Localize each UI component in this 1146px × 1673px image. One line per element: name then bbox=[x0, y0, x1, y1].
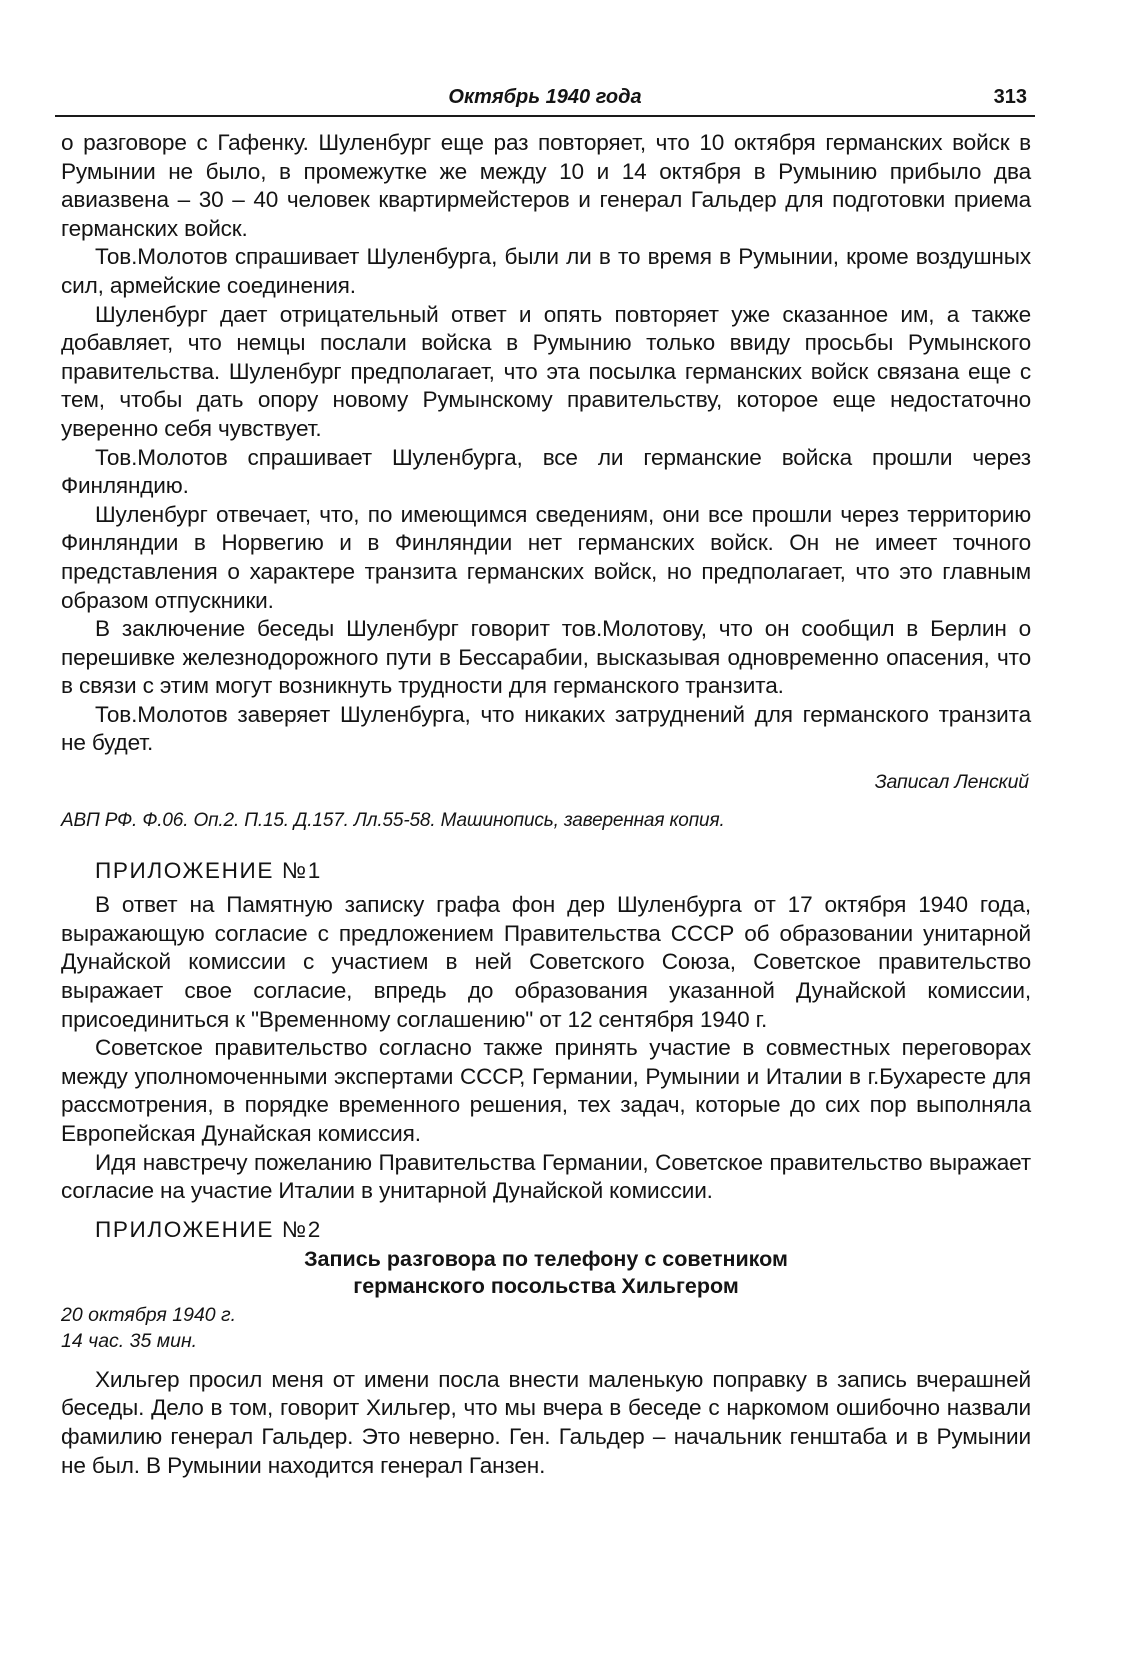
paragraph: Тов.Молотов спрашивает Шуленбурга, все ли германские войска прошли через Финляндию. bbox=[61, 444, 1031, 499]
paragraph: Тов.Молотов заверяет Шуленбурга, что никаких затруднений для германского транзита не будет. bbox=[61, 701, 1031, 756]
conversation-time: 14 час. 35 мин. bbox=[61, 1329, 198, 1352]
archive-source: АВП РФ. Ф.06. Оп.2. П.15. Д.157. Лл.55-58. Машинопись, заверенная копия. bbox=[61, 809, 725, 831]
conversation-heading-line-1: Запись разговора по телефону с советником bbox=[304, 1246, 788, 1271]
document-body bbox=[55, 129, 1035, 1480]
paragraph: Шуленбург дает отрицательный ответ и опять повторяет уже сказанное им, а также добавляет, что немцы послали войска в Румынию только ввиду просьбы Румынского правительства. Шуленбург предполагает, что эта посылка германских войск связана еще с тем, чтобы дать опору новому Румынскому правительству, которое еще недостаточно уверенно себя чувствует. bbox=[61, 301, 1031, 441]
paragraph: В заключение беседы Шуленбург говорит тов.Молотову, что он сообщил в Берлин о перешивке железнодорожного пути в Бессарабии, высказывая одновременно опасения, что в связи с этим могут возникнуть трудности для германского транзита. bbox=[61, 616, 1031, 699]
paragraph: Советское правительство согласно также принять участие в совместных переговорах между уполномоченными экспертами СССР, Германии, Румынии и Италии в г.Бухаресте для рассмотрения, в порядке временного решения, тех задач, которые до сих пор выполняла Европейская Дунайская комиссия. bbox=[61, 1035, 1031, 1146]
paragraph: В ответ на Памятную записку графа фон дер Шуленбурга от 17 октября 1940 года, выражающую согласие с предложением Правительства СССР об образовании унитарной Дунайской комиссии с участием в ней Советского Союза, Советское правительство выражает свое согласие, впредь до образования указанной Дунайской комиссии, присоединиться к "Временному соглашению" от 12 сентября 1940 г. bbox=[61, 892, 1031, 1032]
conversation-date: 20 октября 1940 г. bbox=[61, 1303, 237, 1326]
conversation-heading bbox=[61, 1246, 1031, 1300]
paragraph: Шуленбург отвечает, что, по имеющимся сведениям, они все прошли через территорию Финляндии в Норвегию и в Финляндии нет германских войск. Он не имеет точного представления о характере транзита германских войск, но предполагает, что это главным образом отпускники. bbox=[61, 501, 1031, 613]
paragraph: о разговоре с Гафенку. Шуленбург еще раз повторяет, что 10 октября германских войск в Румынии не было, в промежутке же между 10 и 14 октября в Румынию прибыло два авиазвена – 30 – 40 человек квартирмейстеров и генерал Гальдер для подготовки приема германских войск. bbox=[61, 130, 1031, 241]
page-number: 313 bbox=[993, 86, 1027, 108]
running-header bbox=[55, 82, 1035, 117]
appendix-2-title: ПРИЛОЖЕНИЕ №2 bbox=[95, 1216, 322, 1242]
paragraph: Хильгер просил меня от имени посла внести маленькую поправку в запись вчерашней беседы. Дело в том, говорит Хильгер, что мы вчера в беседе с наркомом ошибочно назвали фамилию генерал Гальдер. Это неверно. Ген. Гальдер – начальник генштаба и в Румынии не был. В Румынии находится генерал Ганзен. bbox=[61, 1366, 1031, 1478]
paragraph: Тов.Молотов спрашивает Шуленбурга, были ли в то время в Румынии, кроме воздушных сил, армейские соединения. bbox=[61, 244, 1031, 298]
running-title: Октябрь 1940 года bbox=[448, 86, 642, 108]
signature: Записал Ленский bbox=[874, 771, 1029, 794]
document-page bbox=[55, 82, 1035, 1662]
conversation-heading-line-2: германского посольства Хильгером bbox=[353, 1273, 739, 1298]
paragraph: Идя навстречу пожеланию Правительства Германии, Советское правительство выражает согласие на участие Италии в унитарной Дунайской комиссии. bbox=[61, 1149, 1031, 1204]
appendix-1-title: ПРИЛОЖЕНИЕ №1 bbox=[95, 858, 322, 884]
